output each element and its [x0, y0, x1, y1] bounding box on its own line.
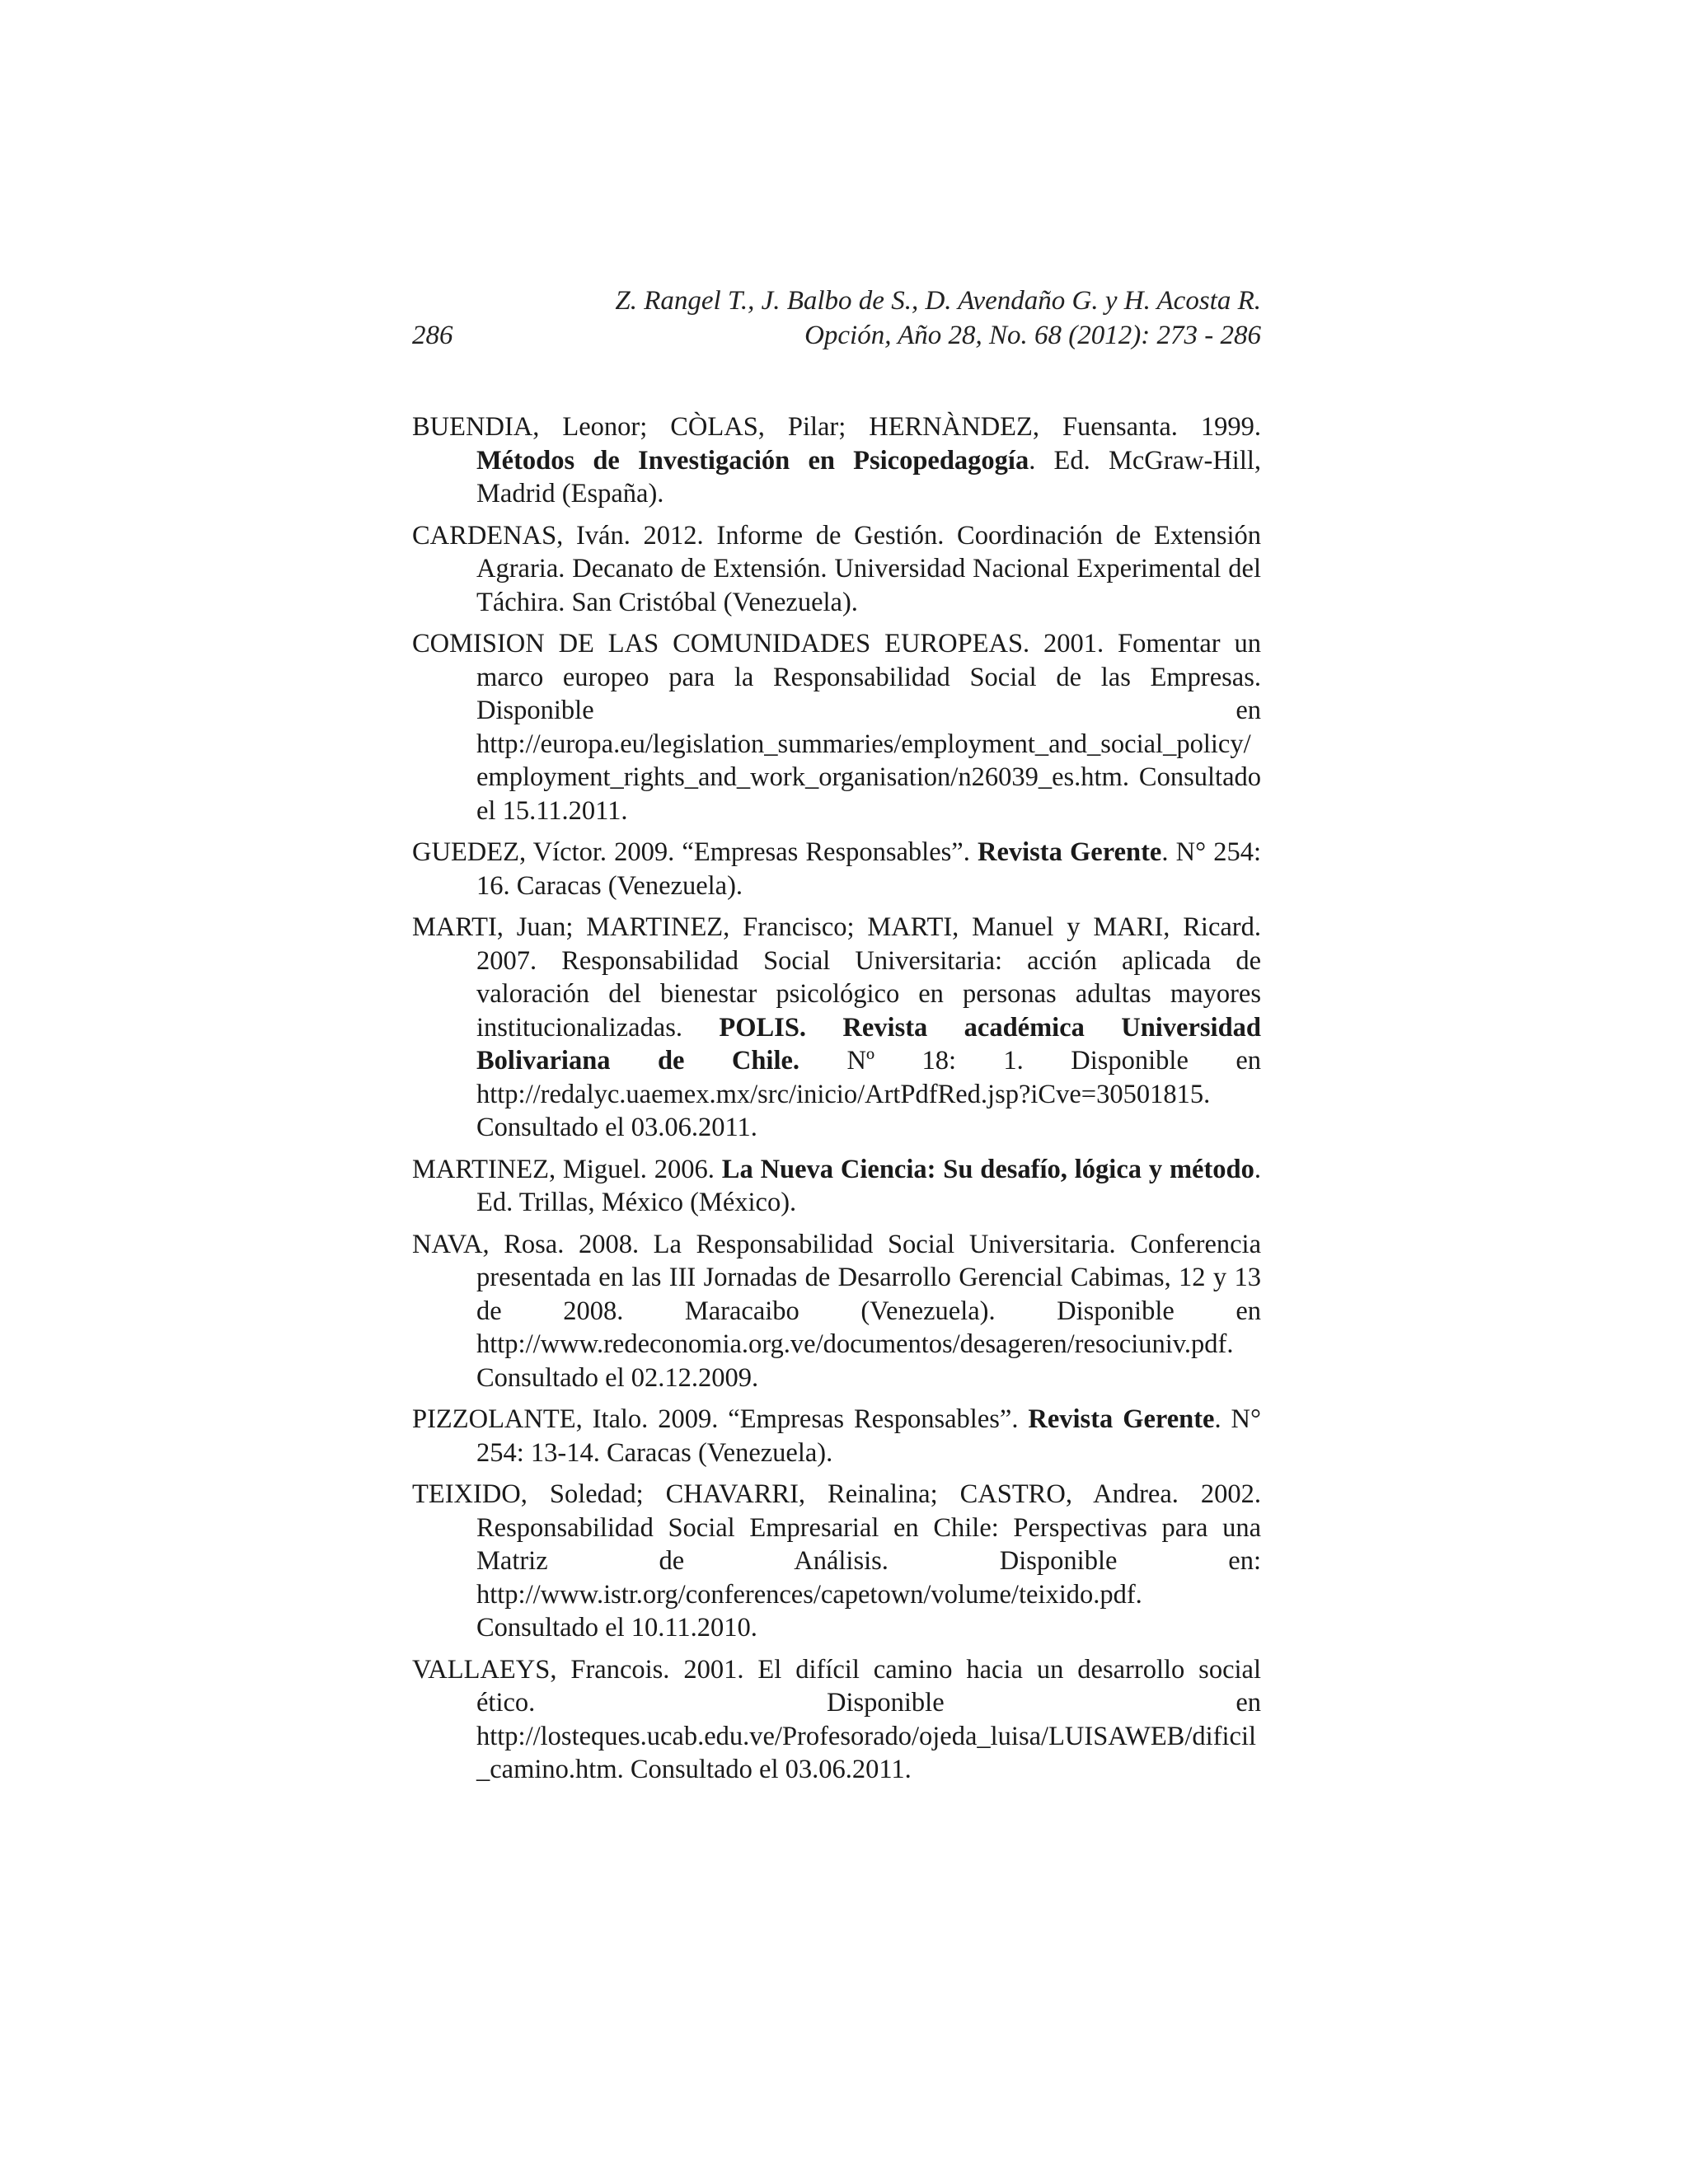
- page-number: 286: [412, 321, 453, 350]
- running-header: [412, 284, 1261, 367]
- reference-text: GUEDEZ, Víctor. 2009. “Empresas Responsables”.: [412, 837, 978, 867]
- reference-entry: [412, 410, 1261, 511]
- reference-text: NAVA, Rosa. 2008. La Responsabilidad Social Universitaria. Conferencia presentada en las III Jornadas de Desarrollo Gerencial Cabimas, 12 y 13 de 2008. Maracaibo (Venezuela). Disponible en http://www.redeconomia.org.ve/documentos/desageren/resociuniv.pdf. Consultado el 02.12.2009.: [412, 1229, 1261, 1393]
- header-journal-citation: Opción, Año 28, No. 68 (2012): 273 - 286: [804, 321, 1261, 350]
- reference-entry: [412, 519, 1261, 620]
- reference-entry: [412, 911, 1261, 1145]
- reference-text: VALLAEYS, Francois. 2001. El difícil camino hacia un desarrollo social ético. Disponible en http://losteques.ucab.edu.ve/Profesorado/ojeda_luisa/LUISAWEB/dificil_camino.htm. Consultado el 03.06.2011.: [412, 1654, 1261, 1784]
- reference-list: [412, 410, 1261, 1787]
- reference-text: COMISION DE LAS COMUNIDADES EUROPEAS. 2001. Fomentar un marco europeo para la Responsabilidad Social de las Empresas. Disponible en http://europa.eu/legislation_summaries/employment_and_social_policy/employment_rights_and_work_organisation/n26039_es.htm. Consultado el 15.11.2011.: [412, 629, 1261, 826]
- header-authors: Z. Rangel T., J. Balbo de S., D. Avendaño G. y H. Acosta R.: [615, 286, 1261, 316]
- reference-bold-title: POLIS. Revista académica Universidad Bolivariana de Chile.: [476, 1012, 1261, 1076]
- reference-text: PIZZOLANTE, Italo. 2009. “Empresas Responsables”.: [412, 1404, 1029, 1434]
- reference-bold-title: Revista Gerente: [1028, 1404, 1215, 1434]
- reference-bold-title: Revista Gerente: [977, 837, 1162, 867]
- reference-entry: [412, 1228, 1261, 1395]
- reference-text-tail: Nº 18: 1. Disponible en http://redalyc.uaemex.mx/src/inicio/ArtPdfRed.jsp?iCve=30501815. Consultado el 03.06.2011.: [476, 1046, 1261, 1142]
- reference-entry: [412, 1403, 1261, 1469]
- page: [412, 284, 1261, 1795]
- reference-text: MARTINEZ, Miguel. 2006.: [412, 1154, 722, 1184]
- reference-entry: [412, 1653, 1261, 1787]
- reference-entry: [412, 1478, 1261, 1645]
- reference-bold-title: La Nueva Ciencia: Su desafío, lógica y método: [721, 1154, 1254, 1184]
- reference-text-tail: . N° 254: 16. Caracas (Venezuela).: [476, 837, 1261, 901]
- reference-entry: [412, 627, 1261, 827]
- reference-entry: [412, 1153, 1261, 1220]
- reference-text: BUENDIA, Leonor; CÒLAS, Pilar; HERNÀNDEZ, Fuensanta. 1999.: [412, 412, 1261, 442]
- reference-text: MARTI, Juan; MARTINEZ, Francisco; MARTI, Manuel y MARI, Ricard. 2007. Responsabilidad Social Universitaria: acción aplicada de valoración del bienestar psicológico en personas adultas mayores institucionalizadas.: [412, 912, 1261, 1043]
- reference-text-tail: . N° 254: 13-14. Caracas (Venezuela).: [476, 1404, 1261, 1468]
- reference-text: CARDENAS, Iván. 2012. Informe de Gestión. Coordinación de Extensión Agraria. Decanato de Extensión. Universidad Nacional Experimental del Táchira. San Cristóbal (Venezuela).: [412, 520, 1261, 617]
- reference-text-tail: . Ed. McGraw-Hill, Madrid (España).: [476, 445, 1262, 509]
- reference-text-tail: . Ed. Trillas, México (México).: [476, 1154, 1261, 1217]
- reference-text: TEIXIDO, Soledad; CHAVARRI, Reinalina; CASTRO, Andrea. 2002. Responsabilidad Social Empresarial en Chile: Perspectivas para una Matriz de Análisis. Disponible en: http://www.istr.org/conferences/capetown/volume/teixido.pdf. Consultado el 10.11.2010.: [412, 1479, 1261, 1643]
- reference-entry: [412, 836, 1261, 902]
- reference-bold-title: Métodos de Investigación en Psicopedagogía: [476, 445, 1029, 476]
